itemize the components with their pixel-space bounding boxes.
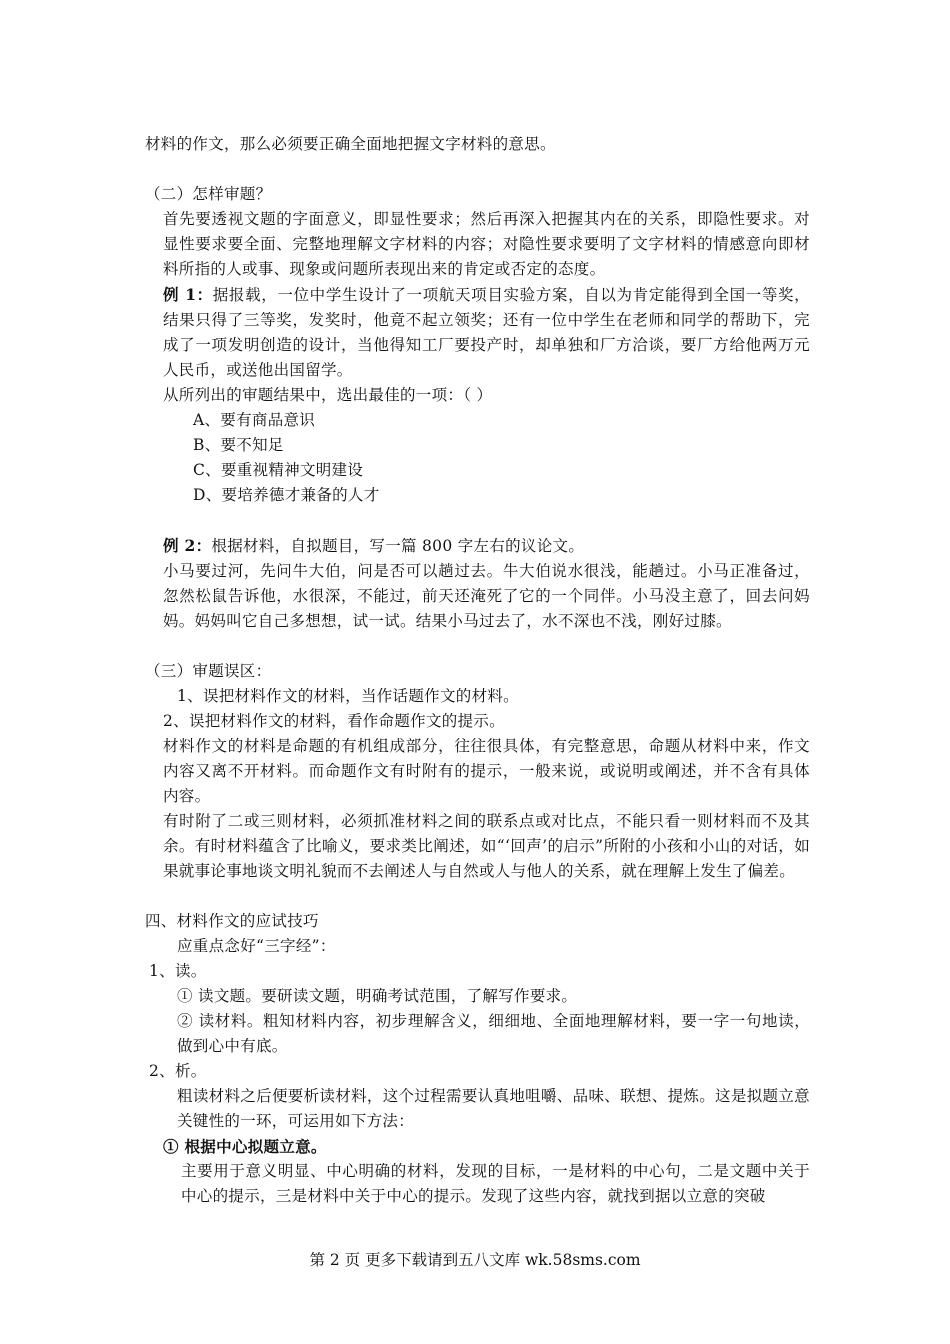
option-c: C、要重视精神文明建设: [193, 461, 364, 479]
paragraph: 主要用于意义明显、中心明确的材料，发现的目标，一是材料的中心句，二是文题中关于中心的提示，三是材料中关于中心的提示。发现了这些内容，就找到据以立意的突破: [181, 1162, 810, 1205]
list-item: 2、析。: [149, 1062, 207, 1080]
example-text: 据报载，一位中学生设计了一项航天项目实验方案，自以为肯定能得到全国一等奖，结果只得了三等奖，发奖时，他竟不起立领奖；还有一位中学生在老师和同学的帮助下，完成了一项发明创造的设计，当他得知工厂要投产时，却单独和厂方洽谈，要厂方给他两万元人民币，或送他出国留学。: [163, 286, 810, 379]
paragraph: 首先要透视文题的字面意义，即显性要求；然后再深入把握其内在的关系，即隐性要求。对显性要求要全面、完整地理解文字材料的内容；对隐性要求要明了文字材料的情感意向即材料所指的人或事、现象或问题所表现出来的肯定或否定的态度。: [163, 210, 810, 278]
section-heading: 四、材料作文的应试技巧: [145, 912, 319, 930]
example-text: 根据材料，自拟题目，写一篇 800 字左右的议论文。: [211, 537, 585, 555]
example-label: 例 2：: [163, 536, 212, 555]
question-prompt: 从所列出的审题结果中，选出最佳的一项：（ ）: [163, 386, 493, 404]
sub-item: ① 读文题。要研读文题，明确考试范围，了解写作要求。: [177, 987, 578, 1005]
example-1-paragraph: [145, 282, 810, 383]
text-line: 应重点念好“三字经”：: [177, 937, 336, 955]
option-a: A、要有商品意识: [193, 411, 316, 429]
page-footer: 第 2 页 更多下载请到五八文库 wk.58sms.com: [309, 1251, 641, 1269]
document-body: [145, 132, 810, 1209]
option-d: D、要培养德才兼备的人才: [193, 486, 380, 504]
method-heading: ① 根据中心拟题立意。: [163, 1137, 327, 1156]
list-item: 2、误把材料作文的材料，看作命题作文的提示。: [163, 712, 505, 730]
paragraph: 粗读材料之后便要析读材料，这个过程需要认真地咀嚼、品味、联想、提炼。这是拟题立意关键性的一环，可运用如下方法：: [177, 1087, 810, 1130]
paragraph: 小马要过河，先问牛大伯，问是否可以趟过去。牛大伯说水很浅，能趟过。小马正准备过，忽然松鼠告诉他，水很深，不能过，前天还淹死了它的一个同伴。小马没主意了，回去问妈妈。妈妈叫它自己多想想，试一试。结果小马过去了，水不深也不浅，刚好过膝。: [163, 562, 810, 630]
section-heading: （二）怎样审题？: [145, 185, 272, 203]
paragraph: 有时附了二或三则材料，必须抓准材料之间的联系点或对比点，不能只看一则材料而不及其余。有时材料蕴含了比喻义，要求类比阐述，如“‘回声’的启示”所附的小孩和小山的对话，如果就事论事地谈文明礼貌而不去阐述人与自然或人与他人的关系，就在理解上发生了偏差。: [163, 812, 810, 880]
section-heading: （三）审题误区：: [145, 662, 272, 680]
text-line: 材料的作文，那么必须要正确全面地把握文字材料的意思。: [145, 135, 556, 153]
option-b: B、要不知足: [193, 436, 284, 454]
list-item: 1、读。: [149, 962, 207, 980]
example-label: 例 1：: [163, 285, 213, 304]
example-2-line: [145, 533, 810, 559]
list-item: 1、误把材料作文的材料，当作话题作文的材料。: [177, 687, 519, 705]
sub-item: ② 读材料。粗知材料内容，初步理解含义，细细地、全面地理解材料，要一字一句地读，做到心中有底。: [177, 1012, 810, 1055]
paragraph: 材料作文的材料是命题的有机组成部分，往往很具体，有完整意思，命题从材料中来，作文内容又离不开材料。而命题作文有时附有的提示，一般来说，或说明或阐述，并不含有具体内容。: [163, 737, 810, 805]
